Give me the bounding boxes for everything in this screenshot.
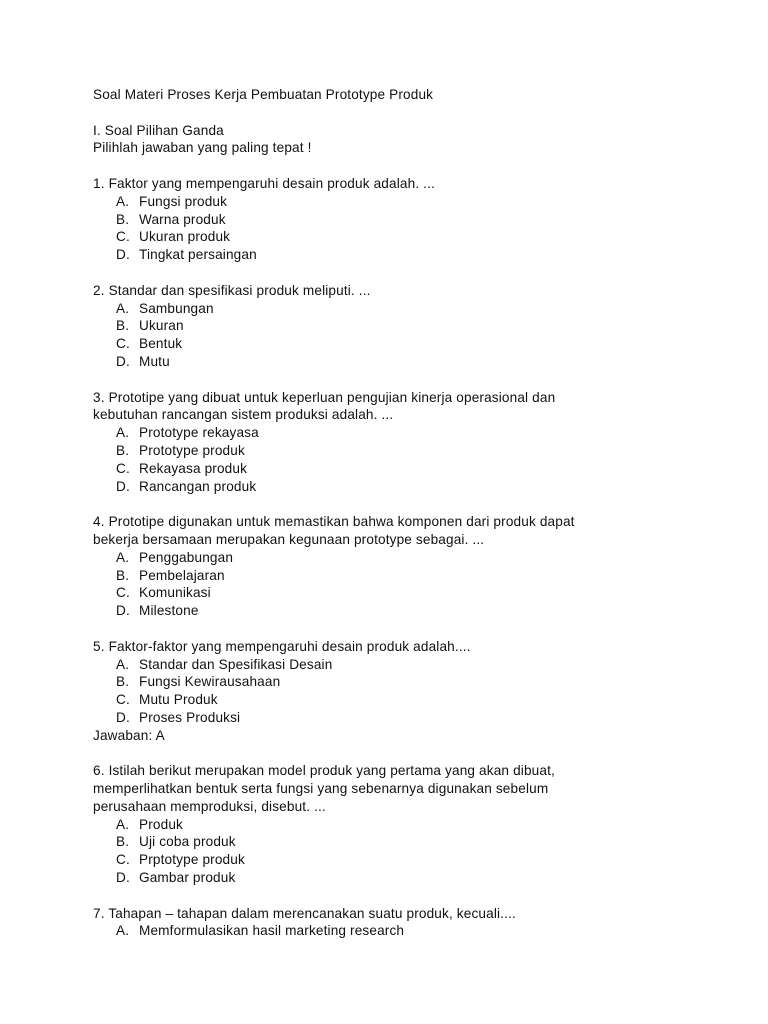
question-text: 2. Standar dan spesifikasi produk meliputi. ... — [93, 282, 371, 298]
option-item — [93, 442, 713, 460]
option-text: Standar dan Spesifikasi Desain — [139, 656, 333, 672]
question-7 — [93, 905, 713, 941]
option-text: Fungsi Kewirausahaan — [139, 674, 281, 690]
question-text: 3. Prototipe yang dibuat untuk keperluan pengujian kinerja operasional dan — [93, 389, 556, 405]
option-letter: C. — [116, 229, 130, 245]
option-text: Ukuran produk — [139, 229, 231, 245]
question-6 — [93, 762, 713, 887]
option-item — [93, 816, 713, 834]
option-letter: B. — [116, 674, 130, 690]
question-text: memperlihatkan bentuk serta fungsi yang sebenarnya digunakan sebelum — [93, 781, 549, 797]
question-text: kebutuhan rancangan sistem produksi adalah. ... — [93, 407, 394, 423]
option-letter: A. — [116, 425, 130, 441]
option-text: Tingkat persaingan — [139, 247, 257, 263]
option-letter: D. — [116, 353, 130, 369]
option-text: Produk — [139, 816, 183, 832]
option-list — [93, 300, 713, 371]
option-item — [93, 193, 713, 211]
option-letter: A. — [116, 816, 130, 832]
option-item — [93, 211, 713, 229]
question-text: 4. Prototipe digunakan untuk memastikan bahwa komponen dari produk dapat — [93, 514, 575, 530]
option-text: Penggabungan — [139, 549, 234, 565]
question-text: bekerja bersamaan merupakan kegunaan prototype sebagai. ... — [93, 531, 485, 547]
spacer — [93, 157, 713, 175]
option-list — [93, 922, 713, 940]
question-text: 1. Faktor yang mempengaruhi desain produk adalah. ... — [93, 175, 435, 191]
option-text: Mutu — [139, 353, 170, 369]
option-item — [93, 833, 713, 851]
option-text: Gambar produk — [139, 870, 236, 886]
option-item — [93, 656, 713, 674]
question-5 — [93, 638, 713, 745]
option-letter: C. — [116, 460, 130, 476]
option-letter: D. — [116, 478, 130, 494]
option-list — [93, 424, 713, 495]
question-text: 7. Tahapan – tahapan dalam merencanakan suatu produk, kecuali.... — [93, 905, 516, 921]
option-text: Sambungan — [139, 300, 214, 316]
document-title: Soal Materi Proses Kerja Pembuatan Prototype Produk — [93, 87, 434, 102]
option-letter: B. — [116, 442, 130, 458]
option-text: Prototype rekayasa — [139, 425, 259, 441]
question-1 — [93, 175, 713, 264]
option-item — [93, 335, 713, 353]
question-list — [93, 175, 713, 940]
option-text: Rancangan produk — [139, 478, 257, 494]
option-letter: B. — [116, 211, 130, 227]
option-text: Prptotype produk — [139, 852, 245, 868]
option-item — [93, 851, 713, 869]
instruction-text: Pilihlah jawaban yang paling tepat ! — [93, 140, 312, 156]
option-item — [93, 549, 713, 567]
option-list — [93, 193, 713, 264]
option-letter: B. — [116, 318, 130, 334]
option-item — [93, 691, 713, 709]
option-text: Rekayasa produk — [139, 460, 248, 476]
option-item — [93, 584, 713, 602]
option-item — [93, 602, 713, 620]
question-text: 5. Faktor-faktor yang mempengaruhi desain produk adalah.... — [93, 638, 471, 654]
section-heading: I. Soal Pilihan Ganda — [93, 122, 224, 138]
document-page — [93, 86, 713, 958]
answer-key: Jawaban: A — [93, 727, 165, 743]
option-letter: A. — [116, 193, 130, 209]
option-text: Ukuran — [139, 318, 184, 334]
option-text: Pembelajaran — [139, 567, 225, 583]
option-letter: A. — [116, 923, 130, 939]
option-text: Mutu Produk — [139, 692, 218, 708]
option-list — [93, 816, 713, 887]
option-item — [93, 424, 713, 442]
option-item — [93, 460, 713, 478]
option-item — [93, 922, 713, 940]
option-list — [93, 656, 713, 727]
option-list — [93, 549, 713, 620]
option-text: Proses Produksi — [139, 709, 241, 725]
option-item — [93, 228, 713, 246]
option-item — [93, 869, 713, 887]
option-letter: C. — [116, 336, 130, 352]
option-item — [93, 567, 713, 585]
option-item — [93, 709, 713, 727]
option-item — [93, 353, 713, 371]
option-text: Memformulasikan hasil marketing research — [139, 923, 405, 939]
option-letter: B. — [116, 834, 130, 850]
option-letter: D. — [116, 709, 130, 725]
option-letter: C. — [116, 852, 130, 868]
option-letter: D. — [116, 247, 130, 263]
question-text: perusahaan memproduksi, disebut. ... — [93, 798, 326, 814]
question-4 — [93, 513, 713, 620]
question-3 — [93, 389, 713, 496]
option-letter: B. — [116, 567, 130, 583]
option-text: Fungsi produk — [139, 193, 228, 209]
option-letter: C. — [116, 585, 130, 601]
option-item — [93, 478, 713, 496]
option-item — [93, 317, 713, 335]
question-2 — [93, 282, 713, 371]
option-letter: A. — [116, 656, 130, 672]
option-letter: C. — [116, 692, 130, 708]
option-letter: A. — [116, 300, 130, 316]
option-item — [93, 246, 713, 264]
option-letter: A. — [116, 549, 130, 565]
option-text: Bentuk — [139, 336, 183, 352]
option-text: Komunikasi — [139, 585, 211, 601]
spacer — [93, 104, 713, 122]
option-letter: D. — [116, 870, 130, 886]
option-item — [93, 673, 713, 691]
option-text: Milestone — [139, 603, 199, 619]
option-letter: D. — [116, 603, 130, 619]
option-item — [93, 300, 713, 318]
question-text: 6. Istilah berikut merupakan model produk yang pertama yang akan dibuat, — [93, 763, 555, 779]
option-text: Uji coba produk — [139, 834, 236, 850]
option-text: Warna produk — [139, 211, 226, 227]
option-text: Prototype produk — [139, 442, 245, 458]
